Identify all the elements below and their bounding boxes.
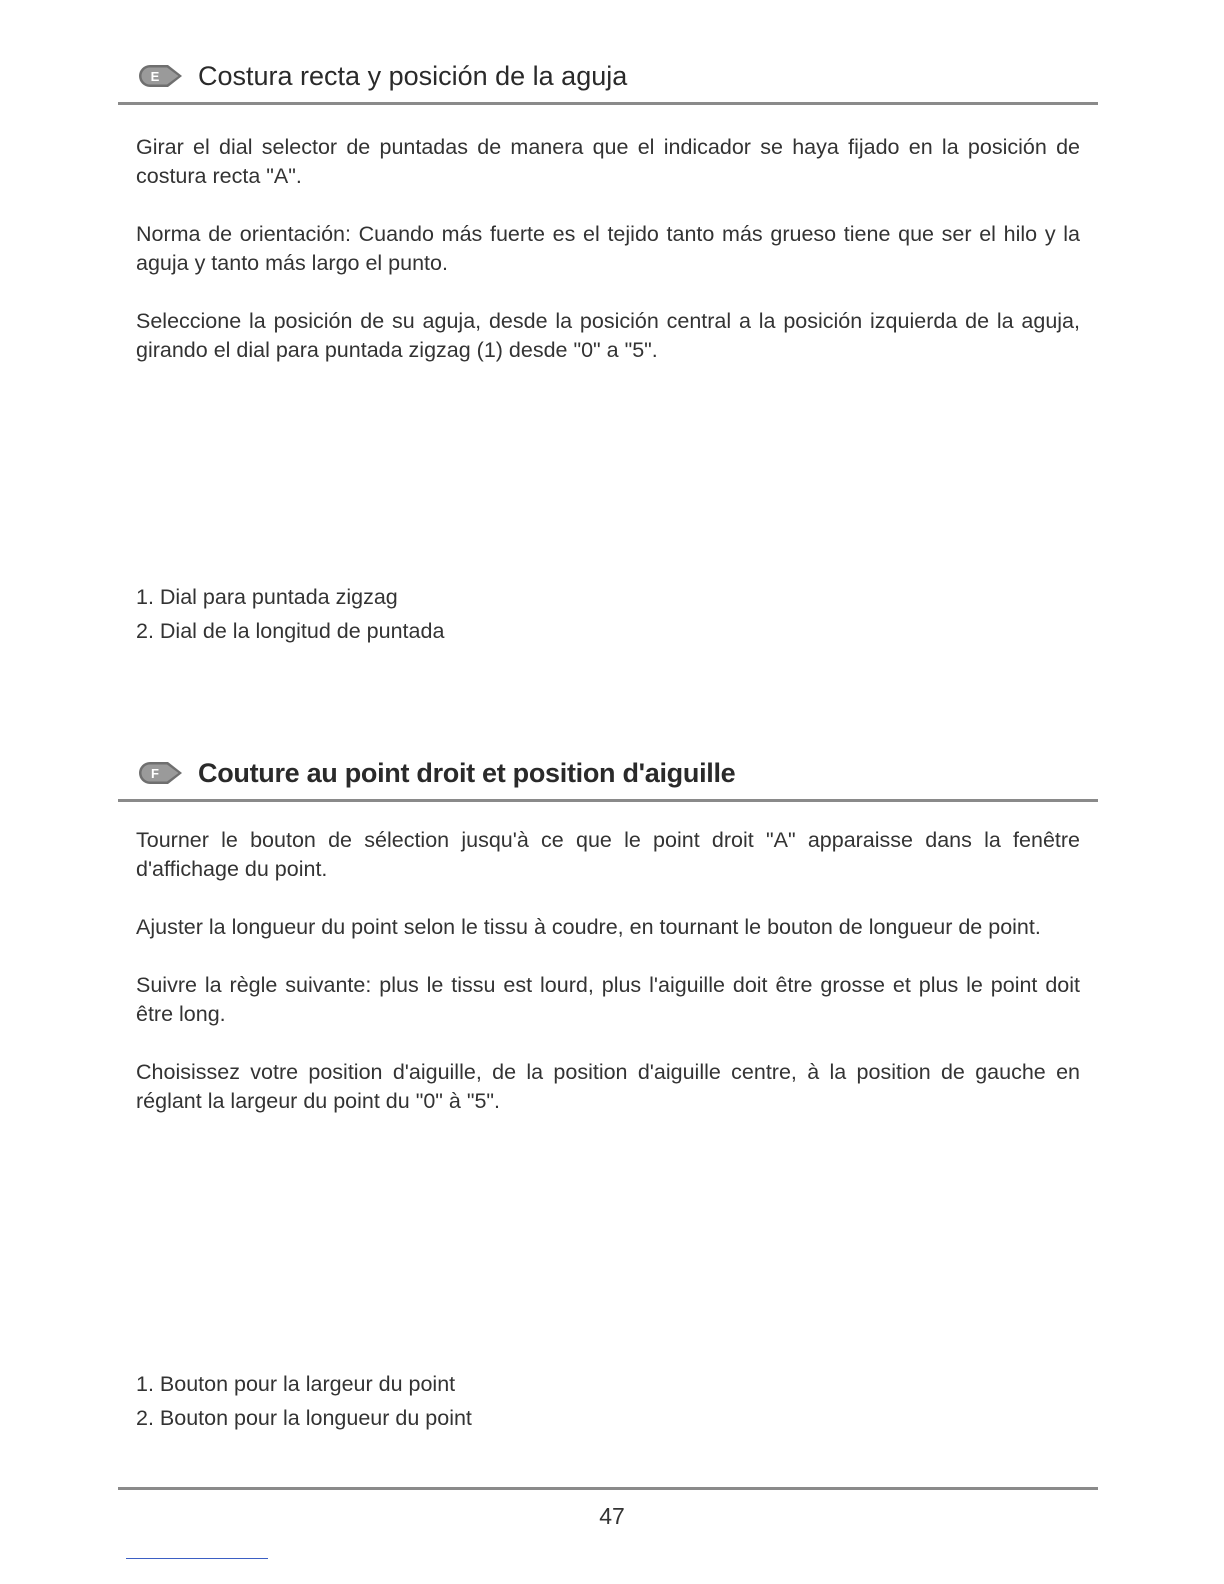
language-badge-f-icon bbox=[138, 761, 184, 785]
list-item: 1. Bouton pour la largeur du point bbox=[136, 1372, 456, 1396]
list-item: 2. Bouton pour la longueur du point bbox=[136, 1406, 472, 1430]
paragraph: Suivre la règle suivante: plus le tissu est lourd, plus l'aiguille doit être grosse et plus le point doit être long. bbox=[136, 973, 1080, 1026]
section-title-french: Couture au point droit et position d'aiguille bbox=[198, 758, 736, 788]
paragraph: Norma de orientación: Cuando más fuerte es el tejido tanto más grueso tiene que ser el hilo y la aguja y tanto más largo el punto. bbox=[136, 222, 1080, 275]
paragraphs-spanish bbox=[118, 133, 1098, 365]
legend-list-spanish bbox=[118, 580, 1116, 648]
section-spanish bbox=[118, 58, 1098, 365]
page-number: 47 bbox=[599, 1503, 625, 1529]
paragraph: Seleccione la posición de su aguja, desde la posición central a la posición izquierda de la aguja, girando el dial para puntada zigzag (1) desde "0" a "5". bbox=[136, 309, 1080, 362]
section-header-french bbox=[118, 755, 1098, 802]
section-french bbox=[118, 755, 1098, 1116]
legend-list-french bbox=[118, 1367, 1116, 1435]
paragraphs-french bbox=[118, 826, 1098, 1116]
svg-text:E: E bbox=[150, 69, 160, 84]
language-badge-e-icon bbox=[138, 64, 184, 88]
paragraph: Ajuster la longueur du point selon le tissu à coudre, en tournant le bouton de longueur de point. bbox=[136, 915, 1041, 939]
paragraph: Girar el dial selector de puntadas de manera que el indicador se haya fijado en la posición de costura recta "A". bbox=[136, 135, 1080, 188]
svg-text:F: F bbox=[151, 766, 159, 781]
list-item: 2. Dial de la longitud de puntada bbox=[136, 619, 445, 643]
section-header-spanish bbox=[118, 58, 1098, 105]
footer-accent-line bbox=[126, 1558, 268, 1559]
section-title-spanish: Costura recta y posición de la aguja bbox=[198, 61, 628, 91]
footer-divider bbox=[118, 1487, 1098, 1490]
paragraph: Tourner le bouton de sélection jusqu'à ce que le point droit "A" apparaisse dans la fenêtre d'affichage du point. bbox=[136, 828, 1080, 881]
paragraph: Choisissez votre position d'aiguille, de la position d'aiguille centre, à la position de gauche en réglant la largeur du point du "0" à "5". bbox=[136, 1060, 1080, 1113]
list-item: 1. Dial para puntada zigzag bbox=[136, 585, 398, 609]
